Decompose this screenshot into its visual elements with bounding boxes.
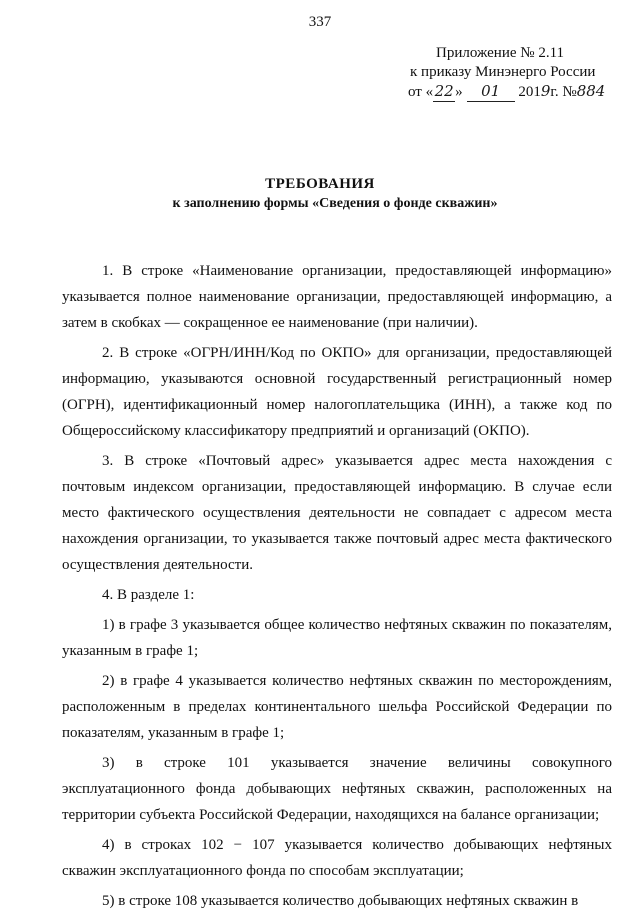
handwritten-day: 22: [434, 82, 454, 100]
date-prefix: от «: [408, 84, 434, 100]
handwritten-month: 01: [467, 82, 515, 102]
appendix-order-date: [390, 82, 630, 102]
paragraph-4-4: 4) в строках 102 − 107 указывается количество добывающих нефтяных скважин эксплуатационного фонда по способам эксплуатации;: [62, 837, 612, 879]
paragraph-4: 4. В разделе 1:: [102, 587, 195, 603]
document-subtitle: к заполнению формы «Сведения о фонде скважин»: [172, 196, 498, 211]
paragraph-4-1: 1) в графе 3 указывается общее количество нефтяных скважин по показателям, указанным в графе 1;: [62, 617, 612, 659]
paragraph-4-5: 5) в строке 108 указывается количество добывающих нефтяных скважин в: [102, 893, 579, 909]
page-number: 337: [308, 14, 332, 30]
year-suffix: г. №: [550, 84, 577, 100]
paragraph-4-3: 3) в строке 101 указывается значение величины совокупного эксплуатационного фонда добывающих нефтяных скважин, расположенных на территории субъекта Российской Федерации, находящихся на балансе организации;: [62, 755, 612, 823]
appendix-order-reference: к приказу Минэнерго России: [410, 64, 596, 80]
handwritten-year-digit: 9: [540, 82, 551, 100]
appendix-title: Приложение № 2.11: [436, 45, 565, 61]
document-body: [62, 258, 612, 914]
appendix-header: [390, 44, 630, 102]
paragraph-4-2: 2) в графе 4 указывается количество нефтяных скважин по месторождениям, расположенным в пределах континентального шельфа Российской Федерации по показателям, указанным в графе 1;: [62, 673, 612, 741]
handwritten-order-number: 884: [576, 82, 606, 100]
paragraph-1: 1. В строке «Наименование организации, предоставляющей информацию» указывается полное наименование организации, предоставляющей информацию, а затем в скобках — сокращенное ее наименование (при наличии).: [62, 263, 612, 331]
date-day-suffix: »: [455, 84, 463, 100]
paragraph-3: 3. В строке «Почтовый адрес» указывается адрес места нахождения с почтовым индексом организации, предоставляющей информацию. В случае если место фактического осуществления деятельности не совпадает с адресом места нахождения организации, то указывается также почтовый адрес места фактического осуществления деятельности.: [62, 453, 612, 573]
paragraph-2: 2. В строке «ОГРН/ИНН/Код по ОКПО» для организации, предоставляющей информацию, указываются основной государственный регистрационный номер (ОГРН), идентификационный номер налогоплательщика (ИНН), а также код по Общероссийскому классификатору предприятий и организаций (ОКПО).: [62, 345, 612, 439]
year-prefix: 201: [518, 84, 541, 100]
document-title: ТРЕБОВАНИЯ: [265, 176, 375, 192]
